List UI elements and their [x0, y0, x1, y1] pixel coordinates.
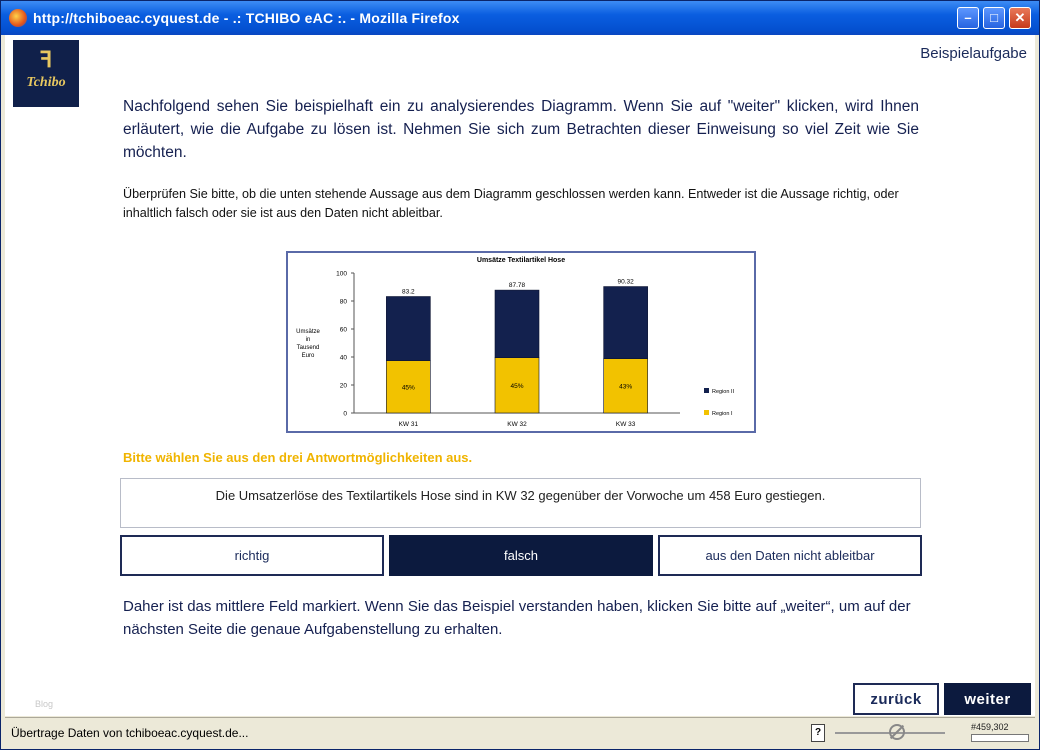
legend-swatch	[704, 410, 709, 415]
title-bar[interactable]	[1, 1, 1039, 35]
bar-2-2	[495, 290, 539, 358]
x-tick-label: KW 33	[615, 421, 636, 428]
y-axis-label: Umsätze in Tausend Euro	[296, 329, 320, 359]
logo-wordmark: Tchibo	[26, 75, 66, 90]
chart-title: Umsätze Textilartikel Hose	[476, 257, 566, 264]
maximize-button[interactable]: □	[983, 7, 1005, 29]
bar-2-1	[386, 297, 430, 361]
instruction-text: Überprüfen Sie bitte, ob die unten stehende Aussage aus dem Diagramm geschlossen werden kann. Entweder ist die Aussage richtig, oder inhaltlich falsch oder sie ist aus den Daten nicht ableitbar.	[123, 187, 899, 220]
answer-prompt: Bitte wählen Sie aus den drei Antwortmöglichkeiten aus.	[123, 450, 473, 465]
legend-label: Region II	[712, 389, 735, 395]
close-button[interactable]: ✕	[1009, 7, 1031, 29]
bar-2-3	[604, 287, 648, 359]
window-title: http://tchiboeac.cyquest.de - .: TCHIBO eAC :. - Mozilla Firefox	[33, 10, 460, 26]
y-tick-label: 60	[339, 326, 347, 334]
legend-swatch	[704, 388, 709, 393]
intro-text: Nachfolgend sehen Sie beispielhaft ein zu analysierendes Diagramm. Wenn Sie auf "weiter" klicken, wird Ihnen erläutert, wie die Aufgabe zu lösen ist. Nehmen Sie sich zum Betrachten dieser Einweisung so viel Zeit wie Sie möchten.	[123, 98, 919, 161]
logo-mark-icon: ꟻ	[39, 47, 53, 72]
statement-box: Die Umsatzerlöse des Textilartikels Hose sind in KW 32 gegenüber der Vorwoche um 458 Euro gestiegen.	[120, 478, 921, 528]
tchibo-logo	[13, 40, 79, 107]
answer-richtig-button[interactable]: richtig	[120, 535, 384, 576]
blocked-icon	[889, 724, 905, 740]
watermark: Blog	[35, 699, 54, 709]
x-tick-label: KW 32	[507, 421, 527, 428]
bar-total-label: 83.2	[402, 288, 415, 296]
page-content	[5, 35, 1035, 716]
bar-share-label: 43%	[619, 383, 633, 391]
status-bar	[5, 717, 1035, 748]
page-label: Beispielaufgabe	[920, 45, 1027, 62]
minimize-button[interactable]: –	[957, 7, 979, 29]
next-button[interactable]: weiter	[944, 683, 1031, 715]
firefox-icon	[9, 9, 27, 27]
y-tick-label: 20	[339, 382, 347, 390]
y-tick-label: 0	[343, 410, 347, 418]
bar-share-label: 45%	[401, 384, 415, 392]
legend-label: Region I	[712, 411, 733, 417]
chart-frame	[286, 251, 756, 433]
bar-share-label: 45%	[510, 382, 524, 390]
y-tick-label: 100	[336, 270, 347, 278]
page-info-icon[interactable]: ?	[811, 724, 825, 742]
y-tick-label: 80	[339, 298, 347, 306]
bar-total-label: 87.78	[508, 282, 526, 290]
status-coords: #459,302	[971, 722, 1009, 732]
back-button[interactable]: zurück	[853, 683, 939, 715]
y-tick-label: 40	[339, 354, 347, 362]
answer-falsch-button[interactable]: falsch	[389, 535, 653, 576]
bar-total-label: 90.32	[617, 278, 634, 286]
progress-track	[971, 734, 1029, 742]
answer-nicht-ableitbar-button[interactable]: aus den Daten nicht ableitbar	[658, 535, 922, 576]
status-text: Übertrage Daten von tchiboeac.cyquest.de...	[11, 726, 249, 740]
bar-chart	[288, 253, 754, 431]
x-tick-label: KW 31	[398, 421, 419, 428]
explanation-text: Daher ist das mittlere Feld markiert. Wenn Sie das Beispiel verstanden haben, klicken Sie bitte auf „weiter“, um auf der nächsten Seite die genaue Aufgabenstellung zu erhalten.	[123, 598, 911, 638]
